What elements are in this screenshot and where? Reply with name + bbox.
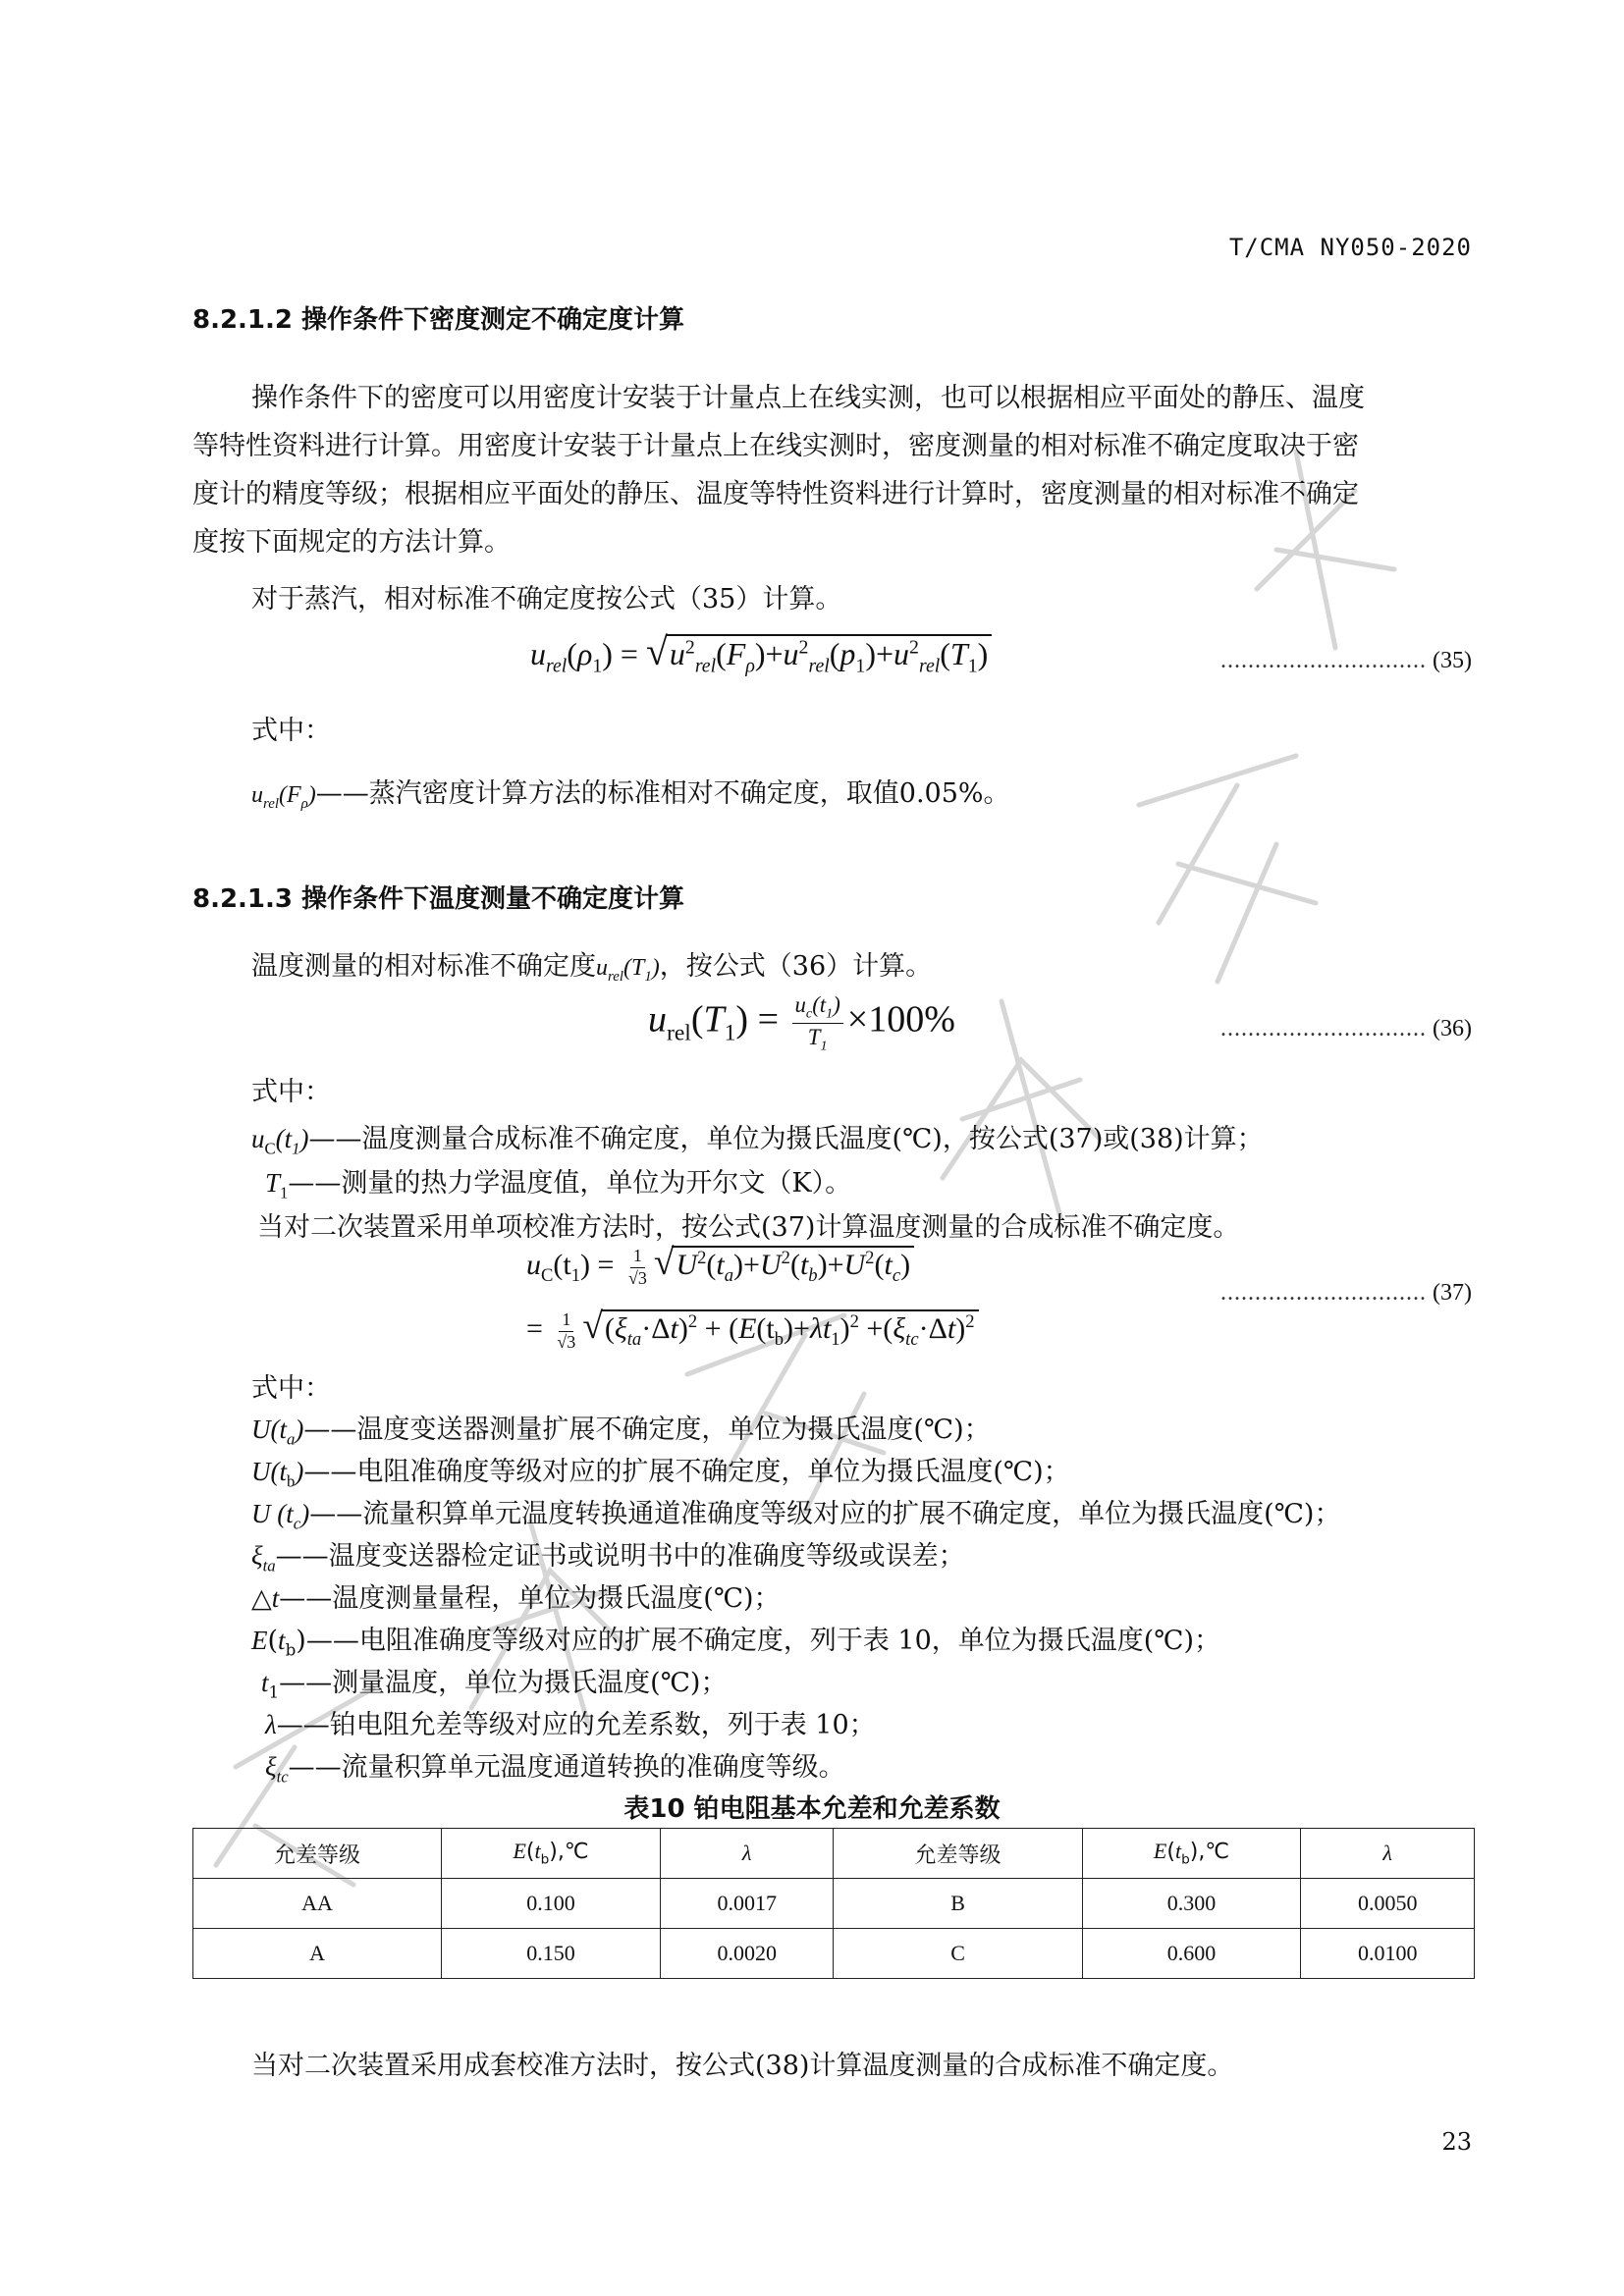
equation-35: $u_{rel}(\rho_1) = √u^2_{rel}(F_\rho)+u^2_{rel}(p_1)+u^2_{rel}(T_1)$ <box>530 628 992 677</box>
definition-xi-tc-symbol: $\xi_{tc}$ <box>265 1752 289 1787</box>
equation-37-leader: .............................. <box>1220 1280 1428 1306</box>
section-heading-temperature: 8.2.1.3 操作条件下温度测量不确定度计算 <box>192 884 685 914</box>
equation-36-leader: .............................. <box>1220 1016 1428 1041</box>
paragraph-line-3: 度计的精度等级；根据相应平面处的静压、温度等特性资料进行计算时，密度测量的相对标准不确定 <box>192 479 1359 509</box>
definition-T1: $T_1——$测量的热力学温度值，单位为开尔文（K）。 <box>265 1168 852 1202</box>
table-cell: B <box>834 1879 1082 1929</box>
definition-delta-t-text: ——温度测量量程，单位为摄氏温度(℃)； <box>279 1583 781 1614</box>
where-label-2: 式中： <box>251 1077 331 1107</box>
equation-37-line-2: = $\frac{1}{√3}$ $√(\xi_{ta}\cdot\Delta t)^2 + (E(t_b)+\lambda t_1)^2 +(\xi_{tc}\cdot\Delta t)^2$ <box>526 1306 979 1353</box>
paragraph-line-4: 度按下面规定的方法计算。 <box>192 527 511 558</box>
table-header-grade-1: 允差等级 <box>193 1829 442 1879</box>
document-code: T/CMA NY050-2020 <box>1228 234 1472 261</box>
paragraph-temp-part-a: 温度测量的相对标准不确定度 <box>251 951 596 982</box>
table-cell: C <box>834 1929 1082 1979</box>
table-cell: 0.0100 <box>1301 1929 1475 1979</box>
equation-36-number <box>1220 1016 1472 1042</box>
definition-xi-ta-text: ——温度变送器检定证书或说明书中的准确度等级或误差； <box>275 1541 965 1572</box>
table-row <box>193 1929 1475 1979</box>
definition-U-tb-text: ——电阻准确度等级对应的扩展不确定度，单位为摄氏温度(℃)； <box>303 1457 1070 1487</box>
table-header-row <box>193 1829 1475 1879</box>
definition-xi-ta: $\xi_{ta}——$温度变送器检定证书或说明书中的准确度等级或误差； <box>251 1541 965 1575</box>
definition-E-tb-text: ——电阻准确度等级对应的扩展不确定度，列于表 10，单位为摄氏温度(℃)； <box>305 1626 1221 1656</box>
definition-T1-text: ——测量的热力学温度值，单位为开尔文（K）。 <box>288 1168 852 1199</box>
definition-xi-tc <box>265 1745 845 1787</box>
table-cell: A <box>193 1929 442 1979</box>
definition-u-rel-F: $u_{rel}(F_\rho)——$蒸汽密度计算方法的标准相对不确定度，取值0.05%。 <box>251 778 1010 812</box>
definition-u-rel-F-text: ——蒸汽密度计算方法的标准相对不确定度，取值0.05%。 <box>315 778 1010 809</box>
equation-36-label: (36) <box>1433 1016 1472 1041</box>
equation-37-label: (37) <box>1433 1280 1472 1306</box>
table-cell: 0.0017 <box>660 1879 834 1929</box>
table-header-E-1: $E(t_b),℃$ <box>442 1829 661 1879</box>
definition-U-tc-text: ——流量积算单元温度转换通道准确度等级对应的扩展不确定度，单位为摄氏温度(℃)； <box>309 1499 1341 1529</box>
equation-35-leader: .............................. <box>1220 648 1428 673</box>
page-number: 23 <box>1441 2128 1472 2156</box>
where-label-3: 式中： <box>251 1373 331 1404</box>
definition-uc: $u_C(t_1)——$温度测量合成标准不确定度，单位为摄氏温度(℃)，按公式(37)或(38)计算； <box>251 1124 1264 1158</box>
definition-uc-text: ——温度测量合成标准不确定度，单位为摄氏温度(℃)，按公式(37)或(38)计算； <box>308 1124 1264 1154</box>
paragraph-line-1: 操作条件下的密度可以用密度计安装于计量点上在线实测，也可以根据相应平面处的静压、温度 <box>251 383 1365 413</box>
paragraph-single-calibration: 当对二次装置采用单项校准方法时，按公式(37)计算温度测量的合成标准不确定度。 <box>257 1212 1240 1243</box>
table-title: 表10 铂电阻基本允差和允差系数 <box>623 1794 1001 1824</box>
table-cell: 0.300 <box>1082 1879 1301 1929</box>
definition-delta-t: △t——温度测量量程，单位为摄氏温度(℃)； <box>251 1583 781 1614</box>
table-cell: AA <box>193 1879 442 1929</box>
table-header-lambda-2: λ <box>1301 1829 1475 1879</box>
definition-U-tb: $U(t_b)——$电阻准确度等级对应的扩展不确定度，单位为摄氏温度(℃)； <box>251 1457 1070 1491</box>
paragraph-line-2: 等特性资料进行计算。用密度计安装于计量点上在线实测时，密度测量的相对标准不确定度取决于密 <box>192 431 1359 461</box>
definition-U-ta-text: ——温度变送器测量扩展不确定度，单位为摄氏温度(℃)； <box>303 1415 991 1445</box>
equation-35-label: (35) <box>1433 648 1472 673</box>
definition-lambda-text: ——铂电阻允差等级对应的允差系数，列于表 10； <box>276 1710 876 1740</box>
table-cell: 0.0050 <box>1301 1879 1475 1929</box>
definition-U-tc: U $(t_c)——$流量积算单元温度转换通道准确度等级对应的扩展不确定度，单位为摄氏温度(℃)； <box>251 1499 1341 1533</box>
where-label-1: 式中： <box>251 716 331 746</box>
paragraph-steam: 对于蒸汽，相对标准不确定度按公式（35）计算。 <box>251 584 842 614</box>
definition-U-ta: $U(t_a)——$温度变送器测量扩展不确定度，单位为摄氏温度(℃)； <box>251 1415 991 1449</box>
table-cell: 0.100 <box>442 1879 661 1929</box>
paragraph-set-calibration: 当对二次装置采用成套校准方法时，按公式(38)计算温度测量的合成标准不确定度。 <box>251 2051 1234 2081</box>
equation-37-line-1: $u_C(t_1)$ = $\frac{1}{√3}$ $√U^2(t_a)+U^2(t_b)+U^2(t_c)$ <box>526 1242 914 1289</box>
table-header-E-2: $E(t_b),℃$ <box>1082 1829 1301 1879</box>
definition-xi-tc-text: ——流量积算单元温度通道转换的准确度等级。 <box>288 1752 845 1783</box>
equation-36: $u_{rel}(T_1)$ = $\frac{u_c(t_1)}{T_1}$ ×100% <box>648 992 955 1054</box>
table-cell: 0.0020 <box>660 1929 834 1979</box>
paragraph-temp-part-b: ，按公式（36）计算。 <box>659 951 933 982</box>
definition-lambda: λ——铂电阻允差等级对应的允差系数，列于表 10； <box>265 1710 876 1740</box>
table-row <box>193 1879 1475 1929</box>
definition-t1-text: ——测量温度，单位为摄氏温度(℃)； <box>279 1668 728 1698</box>
table-cell: 0.150 <box>442 1929 661 1979</box>
equation-37-number <box>1220 1280 1472 1307</box>
tolerance-table <box>192 1828 1475 1979</box>
equation-35-number <box>1220 648 1472 674</box>
definition-t1: $t_1——$测量温度，单位为摄氏温度(℃)； <box>261 1668 728 1702</box>
definition-E-tb: $E(t_b)——$电阻准确度等级对应的扩展不确定度，列于表 10，单位为摄氏温度(℃)； <box>251 1626 1221 1660</box>
table-header-grade-2: 允差等级 <box>834 1829 1082 1879</box>
paragraph-temp-uncertainty: 温度测量的相对标准不确定度$u_{rel}(T_1)$，按公式（36）计算。 <box>251 951 933 985</box>
table-cell: 0.600 <box>1082 1929 1301 1979</box>
section-heading-density: 8.2.1.2 操作条件下密度测定不确定度计算 <box>192 305 685 335</box>
table-header-lambda-1: λ <box>660 1829 834 1879</box>
